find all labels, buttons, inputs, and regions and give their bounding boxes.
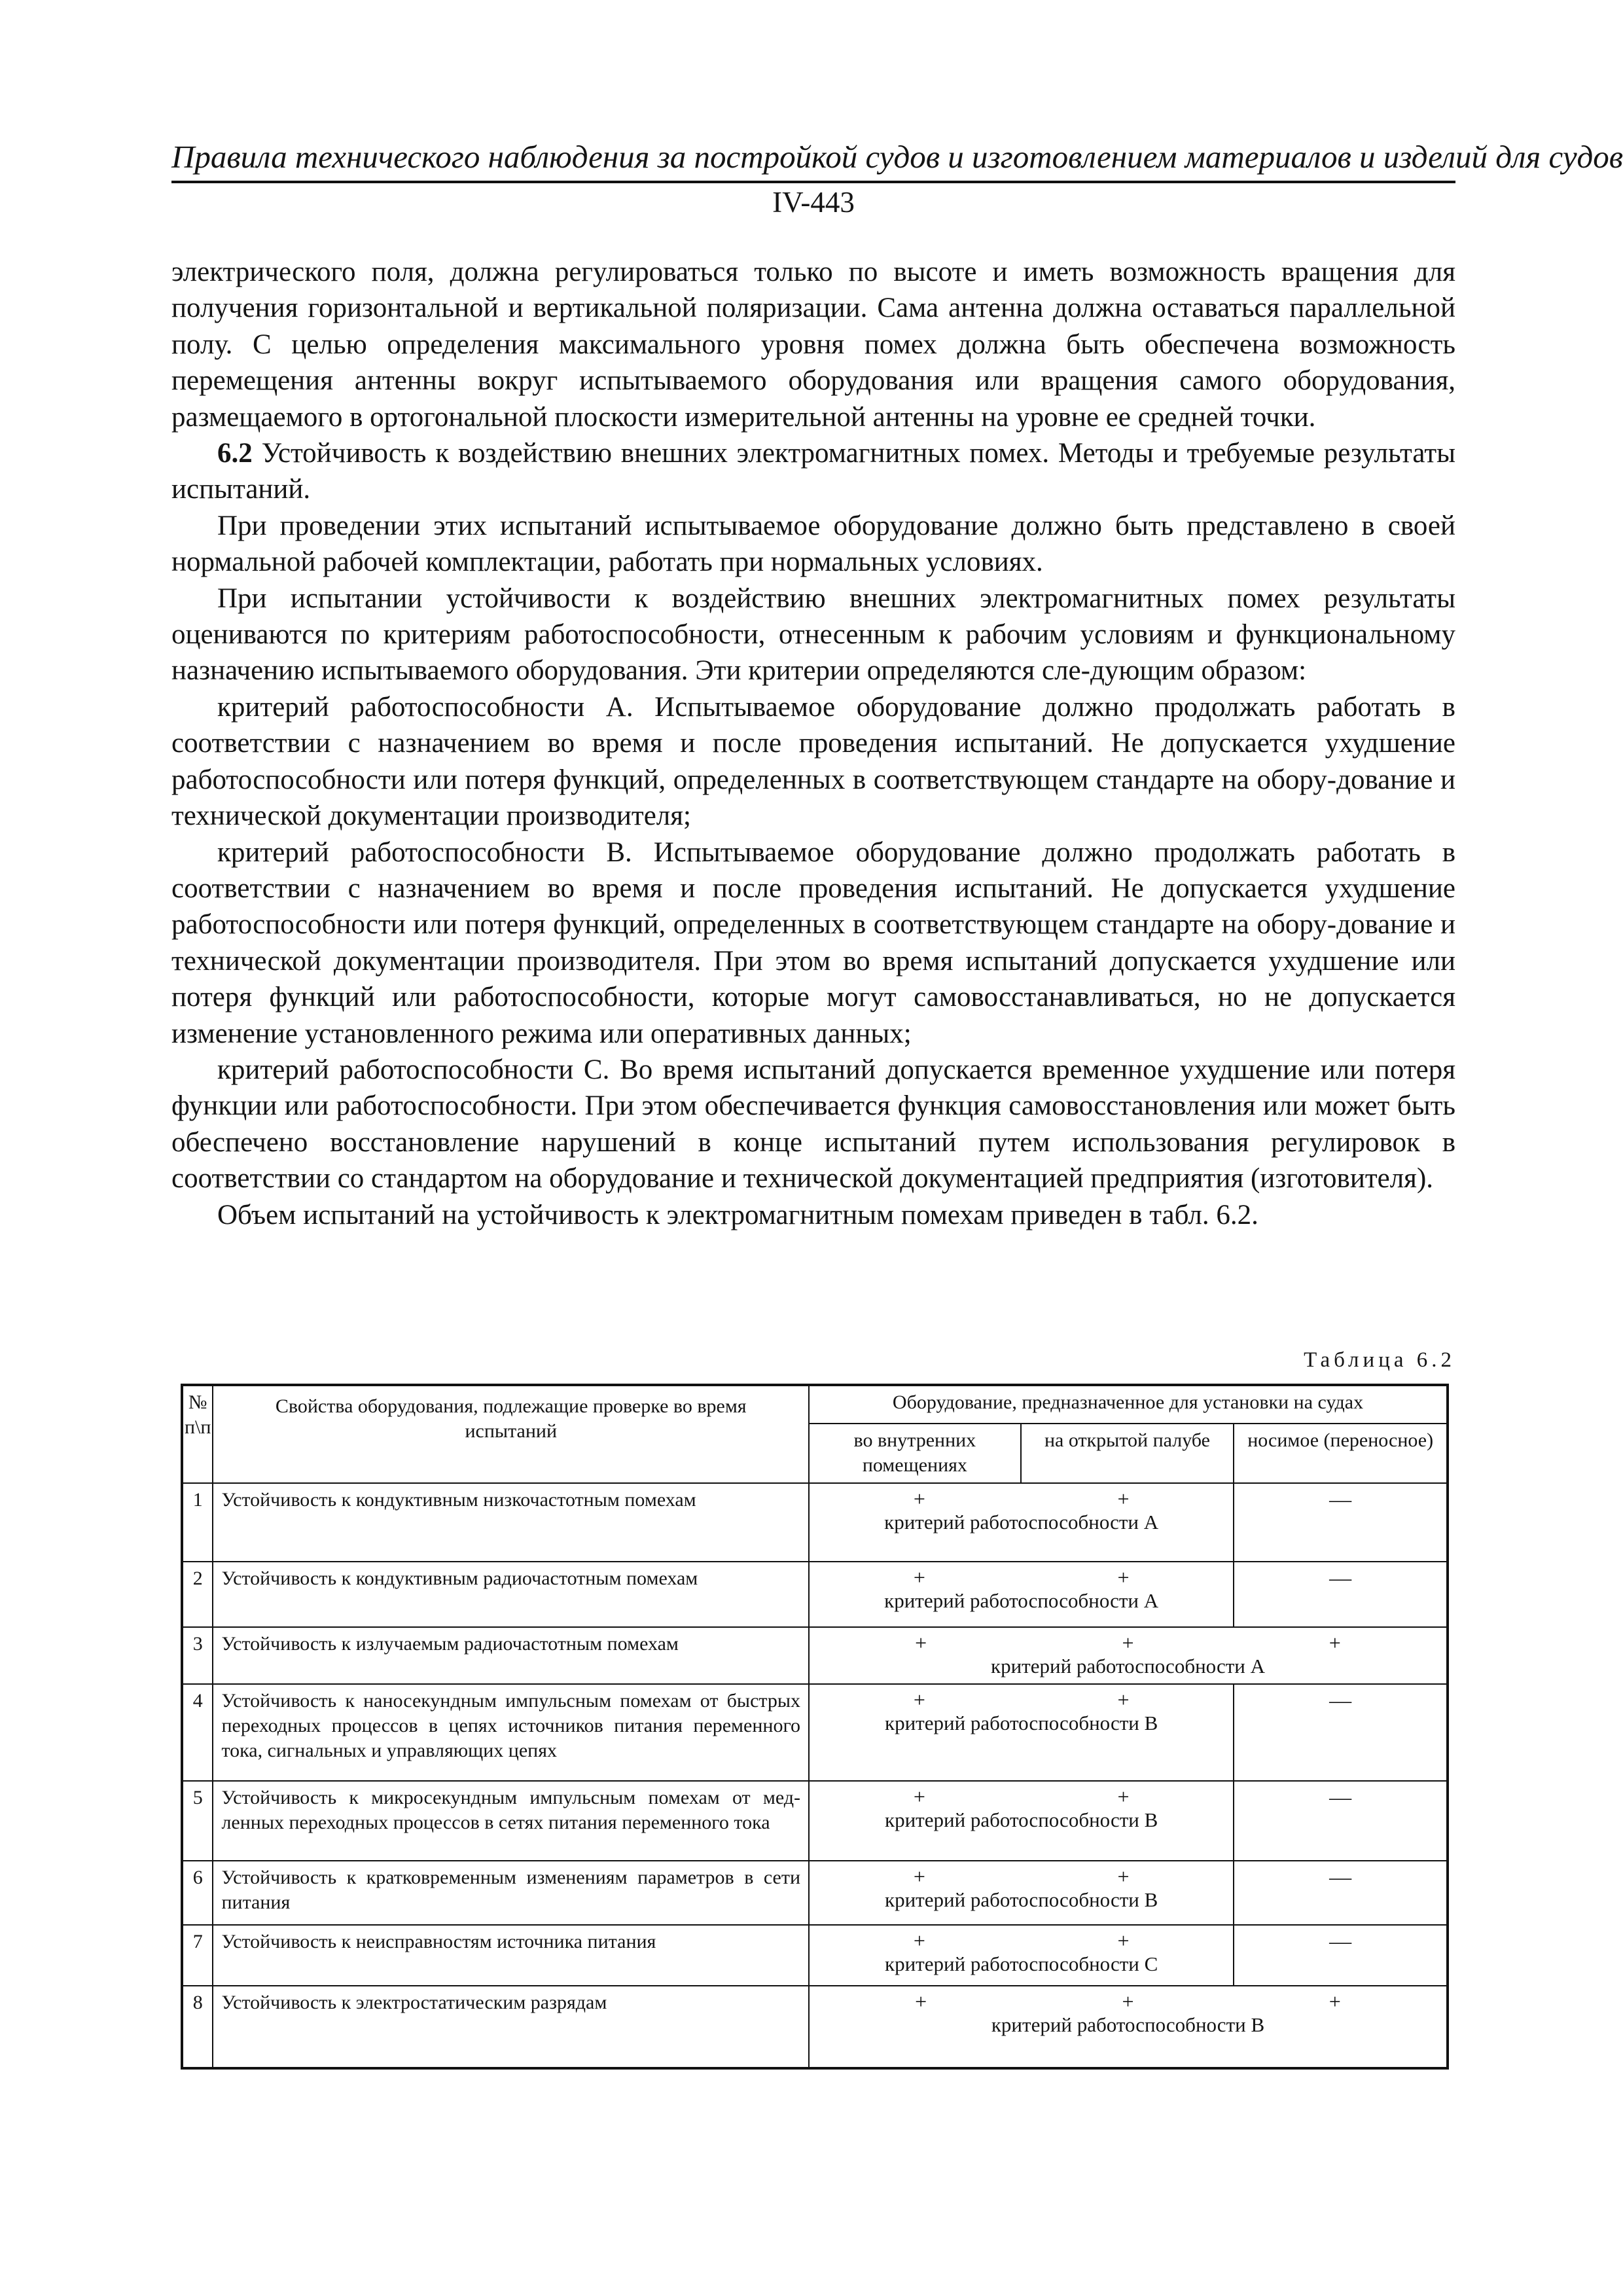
plus-mark: + [1117, 1928, 1130, 1952]
plus-mark: + [1117, 1865, 1130, 1889]
row-criterion: критерий работоспособности A [884, 1511, 1159, 1534]
row-num: 3 [182, 1627, 213, 1684]
table-row [182, 1684, 1448, 1781]
table-row [182, 1627, 1448, 1684]
plus-mark: + [913, 1566, 925, 1590]
row-property: Устойчивость к кондуктивным радиочастотным помехам [213, 1562, 809, 1627]
row-portable: — [1234, 1781, 1448, 1861]
row-portable: — [1234, 1684, 1448, 1781]
plus-mark: + [1122, 1989, 1134, 2013]
paragraph: электрического поля, должна регулироваться только по высоте и иметь возможность вращения для получения горизонтальной и вертикальной поляризации. Сама антенна должна оставаться параллельной полу. С целью определения максимального уровня помех должна быть обеспечена возможность перемещения антенны вокруг испытываемого оборудования или вращения самого оборудования, размещаемого в ортогональной плоскости измерительной антенны на уровне ее средней точки. [171, 257, 1455, 433]
table-row [182, 1562, 1448, 1627]
plus-mark: + [1122, 1630, 1134, 1655]
table-row [182, 1781, 1448, 1861]
row-result [809, 1684, 1234, 1781]
row-property: Устойчивость к микросекундным импульсным помехам от мед-ленных переходных процессов в сетях питания переменного тока [213, 1781, 809, 1861]
row-portable: — [1234, 1925, 1448, 1986]
plus-mark: + [915, 1989, 927, 2013]
row-num: 5 [182, 1781, 213, 1861]
header-equipment-group: Оборудование, предназначенное для установки на судах [809, 1385, 1448, 1424]
plus-mark: + [913, 1487, 925, 1511]
paragraph: Объем испытаний на устойчивость к электромагнитным помехам приведен в табл. 6.2. [217, 1199, 1258, 1230]
plus-mark: + [1117, 1487, 1130, 1511]
plus-mark: + [1329, 1989, 1341, 2013]
row-portable: — [1234, 1861, 1448, 1924]
row-result [809, 1861, 1234, 1924]
row-property: Устойчивость к наносекундным импульсным помехам от быстрых переходных процессов в цепях источников питания переменного тока, сигнальных и управляющих цепях [213, 1684, 809, 1781]
header-num: № п\п [182, 1385, 213, 1483]
row-criterion: критерий работоспособности B [885, 1808, 1158, 1832]
page-number: IV-443 [772, 186, 855, 219]
row-num: 1 [182, 1483, 213, 1562]
row-property: Устойчивость к кратковременным изменениям параметров в сети питания [213, 1861, 809, 1924]
row-property: Устойчивость к электростатическим разрядам [213, 1986, 809, 2068]
row-result [809, 1986, 1448, 2068]
row-num: 2 [182, 1562, 213, 1627]
running-header: Правила технического наблюдения за постройкой судов и изготовлением материалов и изделий для судов [171, 139, 1623, 175]
plus-mark: + [913, 1785, 925, 1809]
table-row [182, 1483, 1448, 1562]
paragraph: При проведении этих испытаний испытываемое оборудование должно быть представлено в своей нормальной рабочей комплектации, работать при нормальных условиях. [171, 510, 1455, 578]
row-result [809, 1483, 1234, 1562]
row-criterion: критерий работоспособности A [884, 1589, 1159, 1613]
paragraph: критерий работоспособности A. Испытываемое оборудование должно продолжать работать в соответствии с назначением во время и после проведения испытаний. Не допускается ухудшение работоспособности или потеря функций, определенных в соответствующем стандарте на обору-дование и технической документации производителя; [171, 691, 1455, 832]
table-row [182, 1986, 1448, 2068]
row-property: Устойчивость к излучаемым радиочастотным помехам [213, 1627, 809, 1684]
plus-mark: + [913, 1865, 925, 1889]
plus-mark: + [1117, 1785, 1130, 1809]
paragraph: критерий работоспособности B. Испытываемое оборудование должно продолжать работать в соответствии с назначением во время и после проведения испытаний. Не допускается ухудшение работоспособности или потеря функций, определенных в соответствующем стандарте на обору-дование и технической документации производителя. При этом во время испытаний допускается ухудшение или потеря функций или работоспособности, которые могут самовосстанавливаться, но не допускается изменение установленного режима или оперативных данных; [171, 836, 1455, 1049]
row-num: 6 [182, 1861, 213, 1924]
table-caption: Таблица 6.2 [1304, 1348, 1455, 1372]
immunity-table [181, 1384, 1449, 2070]
row-result [809, 1562, 1234, 1627]
plus-mark: + [915, 1630, 927, 1655]
row-num: 4 [182, 1684, 213, 1781]
plus-mark: + [913, 1928, 925, 1952]
row-result [809, 1925, 1234, 1986]
table-header-row [182, 1385, 1448, 1424]
row-num: 7 [182, 1925, 213, 1986]
section-number: 6.2 [217, 438, 253, 469]
row-criterion: критерий работоспособности A [991, 1654, 1265, 1677]
paragraph: При испытании устойчивости к воздействию внешних электромагнитных помех результаты оцениваются по критериям работоспособности, отнесенным к рабочим условиям и функциональному назначению испытываемого оборудования. Эти критерии определяются сле-дующим образом: [171, 583, 1455, 687]
header-open-deck: на открытой палубе [1021, 1424, 1234, 1483]
row-property: Устойчивость к кондуктивным низкочастотным помехам [213, 1483, 809, 1562]
row-property: Устойчивость к неисправностям источника питания [213, 1925, 809, 1986]
row-result [809, 1781, 1234, 1861]
row-criterion: критерий работоспособности B [885, 1888, 1158, 1912]
row-criterion: критерий работоспособности B [885, 1711, 1158, 1734]
row-result [809, 1627, 1448, 1684]
section-heading-paragraph [171, 435, 1455, 508]
plus-mark: + [1329, 1630, 1341, 1655]
plus-mark: + [913, 1687, 925, 1712]
plus-mark: + [1117, 1566, 1130, 1590]
body-text [171, 254, 1455, 1233]
paragraph: критерий работоспособности C. Во время испытаний допускается временное ухудшение или потеря функции или работоспособности. При этом обеспечивается функция самовосстановления или может быть обеспечено восстановление нарушений в конце испытаний путем использования регулировок в соответствии со стандартом на оборудование и технической документацией предприятия (изготовителя). [171, 1054, 1455, 1194]
row-portable: — [1234, 1483, 1448, 1562]
header-indoor: во внутренних помещениях [809, 1424, 1021, 1483]
table-row [182, 1861, 1448, 1924]
plus-mark: + [1117, 1687, 1130, 1712]
row-criterion: критерий работоспособности B [991, 2013, 1265, 2036]
row-num: 8 [182, 1986, 213, 2068]
section-heading-text: Устойчивость к воздействию внешних электромагнитных помех. Методы и требуемые результаты испытаний. [171, 438, 1456, 505]
table-row [182, 1925, 1448, 1986]
header-property: Свойства оборудования, подлежащие проверке во время испытаний [213, 1385, 809, 1483]
row-criterion: критерий работоспособности C [885, 1952, 1158, 1975]
row-portable: — [1234, 1562, 1448, 1627]
header-portable: носимое (переносное) [1234, 1424, 1448, 1483]
